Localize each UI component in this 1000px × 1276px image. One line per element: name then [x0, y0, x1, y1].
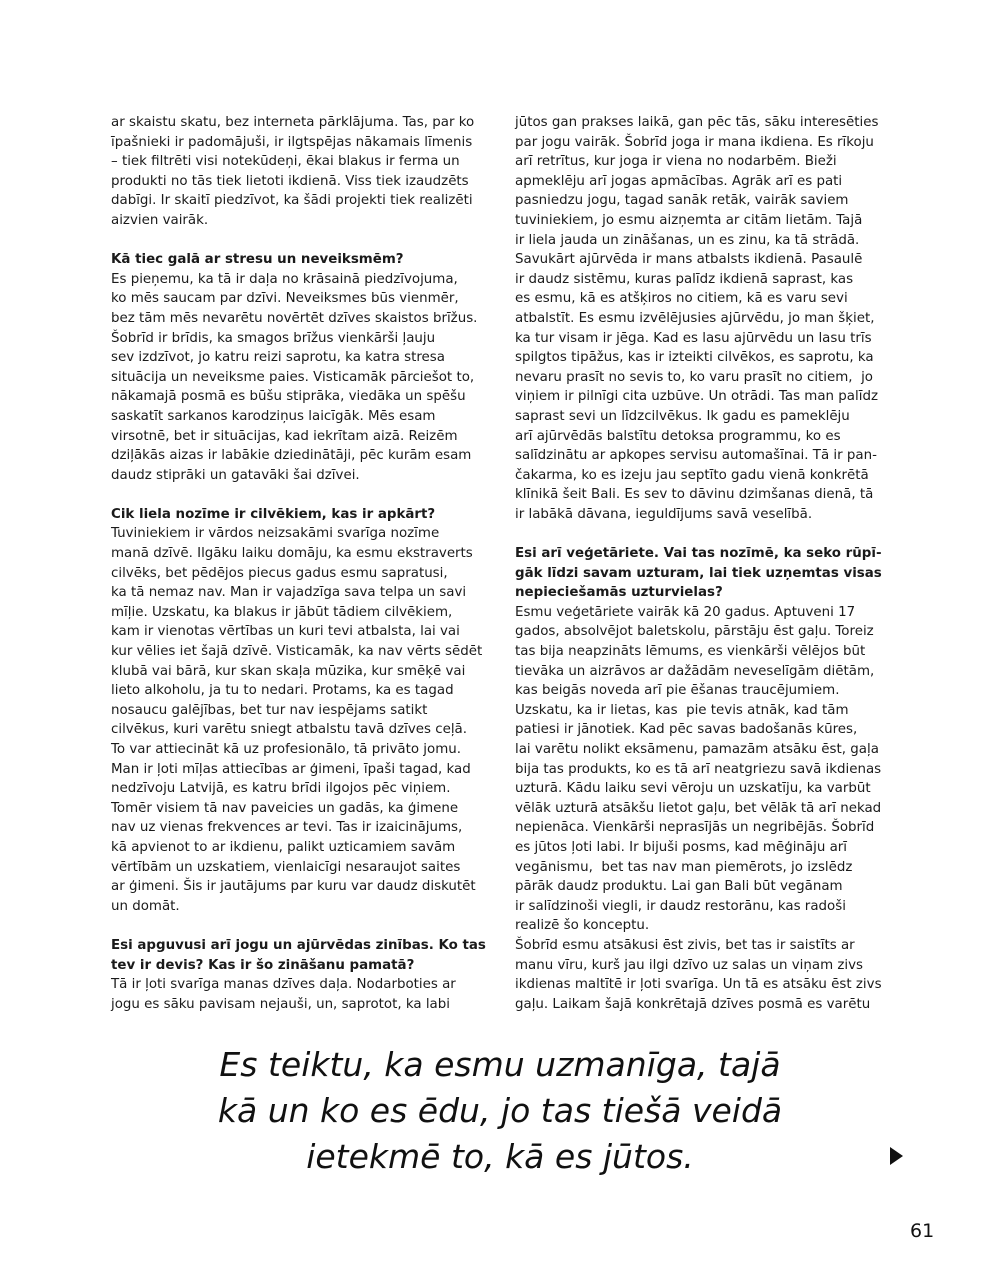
text-line: tas bija neapzināts lēmums, es vienkārši vēlējos būt: [515, 644, 866, 660]
text-line: Man ir ļoti mīļas attiecības ar ģimeni, īpaši tagad, kad: [111, 761, 471, 777]
question-heading-line: nepieciešamās uzturvielas?: [515, 585, 723, 601]
text-line: atbalstīt. Es esmu izvēlējusies ajūrvēdu, jo man šķiet,: [515, 310, 875, 326]
question-heading-line: gāk līdzi savam uzturam, lai tiek uzņemtas visas: [515, 565, 882, 581]
text-line: ir salīdzinoši viegli, ir daudz restorānu, kas radoši: [515, 898, 846, 914]
text-line: ar skaistu skatu, bez interneta pārklājuma. Tas, par ko: [111, 115, 475, 130]
text-line: Šobrīd ir brīdis, ka smagos brīžus vienkārši ļauju: [111, 330, 436, 346]
text-line: lieto alkoholu, ja tu to nedari. Protams, ka es tagad: [111, 683, 454, 699]
text-line: manu vīru, kurš jau ilgi dzīvo uz salas un viņam zivs: [515, 957, 864, 973]
text-line: īpašnieki ir padomājuši, ir ilgtspējas nākamais līmenis: [111, 134, 473, 150]
text-line: saprast sevi un līdzcilvēkus. Ik gadu es pameklēju: [515, 408, 850, 424]
pull-quote-line: ietekmē to, kā es jūtos.: [306, 1137, 694, 1176]
text-line: Es pieņemu, ka tā ir daļa no krāsainā piedzīvojuma,: [111, 271, 458, 287]
text-line: nepienāca. Vienkārši neprasījās un negribējās. Šobrīd: [515, 820, 875, 836]
text-line: Uzskatu, ka ir lietas, kas pie tevis atnāk, kad tām: [515, 702, 849, 718]
text-line: Esmu veģetāriete vairāk kā 20 gadus. Aptuveni 17: [515, 604, 856, 620]
text-line: situācija un neveiksme paies. Visticamāk pārciešot to,: [111, 369, 475, 385]
text-line: gaļu. Laikam šajā konkrētajā dzīves posmā es varētu: [515, 996, 871, 1012]
text-line: ir daudz sistēmu, kuras palīdz ikdienā saprast, kas: [515, 271, 854, 287]
text-line: daudz stiprāki un gatavāki šai dzīvei.: [111, 467, 360, 483]
text-line: par jogu vairāk. Šobrīd joga ir mana ikdiena. Es rīkoju: [515, 134, 874, 150]
text-line: arī retrītus, kur joga ir viena no nodarbēm. Bieži: [515, 154, 837, 170]
text-line: Tomēr visiem tā nav paveicies un gadās, ka ģimene: [111, 800, 459, 816]
text-line: es jūtos ļoti labi. Ir bijuši posms, kad mēģināju arī: [515, 839, 848, 855]
paragraph-gap: [515, 524, 887, 544]
text-line: klīnikā šeit Bali. Es sev to dāvinu dzimšanas dienā, tā: [515, 487, 874, 503]
text-line: kur vēlies iet šajā dzīvē. Visticamāk, ka nav vērts sēdēt: [111, 644, 483, 660]
question-heading-line: Esi arī veģetāriete. Vai tas nozīmē, ka seko rūpī-: [515, 546, 882, 562]
paragraph-gap: [111, 231, 483, 251]
text-line: Šobrīd esmu atsākusi ēst zivis, bet tas ir saistīts ar: [515, 937, 855, 953]
pull-quote: [150, 1042, 850, 1180]
text-line: ir liela jauda un zināšanas, un es zinu, ka tā strādā.: [515, 232, 860, 248]
text-line: patiesi ir jānotiek. Kad pēc savas badošanās kūres,: [515, 722, 858, 738]
pull-quote-line: Es teiktu, ka esmu uzmanīga, tajā: [219, 1045, 781, 1084]
right-column: [515, 113, 887, 1014]
text-line: virsotnē, bet ir situācijas, kad iekrītam aizā. Reizēm: [111, 428, 458, 444]
text-line: apmeklēju arī jogas apmācības. Agrāk arī es pati: [515, 173, 843, 189]
text-line: nosaucu galējības, bet tur nav iespējams satikt: [111, 702, 428, 718]
text-line: dziļākās aizas ir labākie dziedinātāji, pēc kurām esam: [111, 448, 472, 464]
text-line: ka tā nemaz nav. Man ir vajadzīga sava telpa un savi: [111, 585, 467, 601]
text-line: ka tur visam ir jēga. Kad es lasu ajūrvēdu un lasu trīs: [515, 330, 872, 346]
text-line: nedzīvoju Latvijā, es katru brīdi ilgojos pēc viņiem.: [111, 781, 451, 797]
text-line: ar ģimeni. Šis ir jautājums par kuru var daudz diskutēt: [111, 879, 476, 895]
text-line: un domāt.: [111, 898, 180, 914]
text-line: salīdzinātu ar apkopes servisu automašīnai. Tā ir pan-: [515, 448, 877, 464]
paragraph-gap: [111, 485, 483, 505]
text-line: ir labākā dāvana, ieguldījums savā veselībā.: [515, 506, 813, 522]
text-line: viņiem ir pilnīgi cita uzbūve. Un otrādi. Tas man palīdz: [515, 389, 878, 405]
text-line: aizvien vairāk.: [111, 212, 209, 228]
text-line: bija tas produkts, ko es tā arī neatgriezu savā ikdienas: [515, 761, 882, 777]
text-line: čakarma, ko es izeju jau septīto gadu vienā konkrētā: [515, 467, 869, 483]
text-line: kā apvienot to ar ikdienu, palikt uzticamiem savām: [111, 839, 456, 855]
text-line: pasniedzu jogu, tagad sanāk retāk, vairāk saviem: [515, 193, 849, 209]
text-line: nav uz vienas frekvences ar tevi. Tas ir izaicinājums,: [111, 820, 463, 836]
page-number: 61: [910, 1220, 935, 1242]
question-heading-line: Kā tiec galā ar stresu un neveiksmēm?: [111, 252, 404, 268]
text-line: arī ajūrvēdās balstītu detoksa programmu, ko es: [515, 428, 841, 444]
text-line: cilvēks, bet pēdējos piecus gadus esmu sapratusi,: [111, 565, 448, 581]
text-line: cilvēkus, kuri varētu sniegt atbalstu tavā dzīves ceļā.: [111, 722, 468, 738]
text-line: sev izdzīvot, jo katru reizi saprotu, ka katra stresa: [111, 350, 445, 366]
text-line: Savukārt ajūrvēda ir mans atbalsts ikdienā. Pasaulē: [515, 252, 863, 268]
text-line: nākamajā posmā es būšu stiprāka, viedāka un spēšu: [111, 389, 466, 405]
question-heading-line: Cik liela nozīme ir cilvēkiem, kas ir apkārt?: [111, 506, 436, 522]
text-line: pārāk daudz produktu. Lai gan Bali būt vegānam: [515, 879, 843, 895]
text-line: nevaru prasīt no sevis to, ko varu prasīt no citiem, jo: [515, 369, 873, 385]
triangle-right-icon: [890, 1147, 903, 1165]
left-column: [111, 113, 486, 1014]
text-line: manā dzīvē. Ilgāku laiku domāju, ka esmu ekstraverts: [111, 546, 473, 562]
paragraph-gap: [111, 916, 483, 936]
text-line: dabīgi. Ir skaitī piedzīvot, ka šādi projekti tiek realizēti: [111, 193, 473, 209]
text-line: tuviniekiem, jo esmu aizņemta ar citām lietām. Tajā: [515, 212, 863, 228]
text-line: jūtos gan prakses laikā, gan pēc tās, sāku interesēties: [515, 115, 879, 130]
text-line: Tuviniekiem ir vārdos neizsakāmi svarīga nozīme: [111, 526, 440, 542]
text-line: lai varētu nolikt eksāmenu, pamazām atsāku ēst, gaļa: [515, 742, 879, 757]
text-line: vērtībām un uzskatiem, vienlaicīgi nesaraujot saites: [111, 859, 461, 875]
text-line: kam ir vienotas vērtības un kuri tevi atbalsta, lai vai: [111, 624, 460, 640]
question-heading-line: Esi apguvusi arī jogu un ajūrvēdas zinības. Ko tas: [111, 937, 486, 953]
text-line: realizē šo konceptu.: [515, 918, 650, 934]
text-line: vēlāk uzturā atsākšu lietot gaļu, bet vēlāk tā arī nekad: [515, 800, 882, 816]
text-line: uzturā. Kādu laiku sevi vēroju un uzskatīju, ka varbūt: [515, 781, 871, 797]
text-line: Tā ir ļoti svarīga manas dzīves daļa. Nodarboties ar: [111, 977, 456, 993]
text-line: kas beigās noveda arī pie ēšanas traucējumiem.: [515, 683, 840, 699]
question-heading-line: tev ir devis? Kas ir šo zināšanu pamatā?: [111, 957, 415, 973]
text-line: vegānismu, bet tas nav man piemērots, jo izslēdz: [515, 859, 853, 875]
text-line: bez tām mēs nevarētu novērtēt dzīves skaistos brīžus.: [111, 310, 478, 326]
text-line: jogu es sāku pavisam nejauši, un, saprotot, ka labi: [111, 996, 450, 1012]
text-line: – tiek filtrēti visi notekūdeņi, ēkai blakus ir ferma un: [111, 154, 460, 170]
text-line: produkti no tās tiek lietoti ikdienā. Viss tiek izaudzēts: [111, 173, 469, 189]
pull-quote-line: kā un ko es ēdu, jo tas tiešā veidā: [217, 1091, 783, 1130]
text-line: klubā vai bārā, kur skan skaļa mūzika, kur smēķē vai: [111, 663, 466, 679]
text-line: spilgtos tipāžus, kas ir izteikti cilvēkos, es saprotu, ka: [515, 350, 874, 366]
text-line: es esmu, kā es atšķiros no citiem, kā es varu sevi: [515, 291, 848, 307]
text-line: ikdienas maltītē ir ļoti svarīga. Un tā es atsāku ēst zivs: [515, 977, 882, 993]
text-line: ko mēs saucam par dzīvi. Neveiksmes būs vienmēr,: [111, 291, 459, 307]
text-line: To var attiecināt kā uz profesionālo, tā privāto jomu.: [111, 742, 462, 757]
text-line: tievāka un aizrāvos ar dažādām neveselīgām diētām,: [515, 663, 875, 679]
text-line: saskatīt sarkanos karodziņus laicīgāk. Mēs esam: [111, 408, 436, 424]
text-line: gados, absolvējot baletskolu, pārstāju ēst gaļu. Toreiz: [515, 624, 874, 640]
text-line: mīļie. Uzskatu, ka blakus ir jābūt tādiem cilvēkiem,: [111, 604, 453, 620]
